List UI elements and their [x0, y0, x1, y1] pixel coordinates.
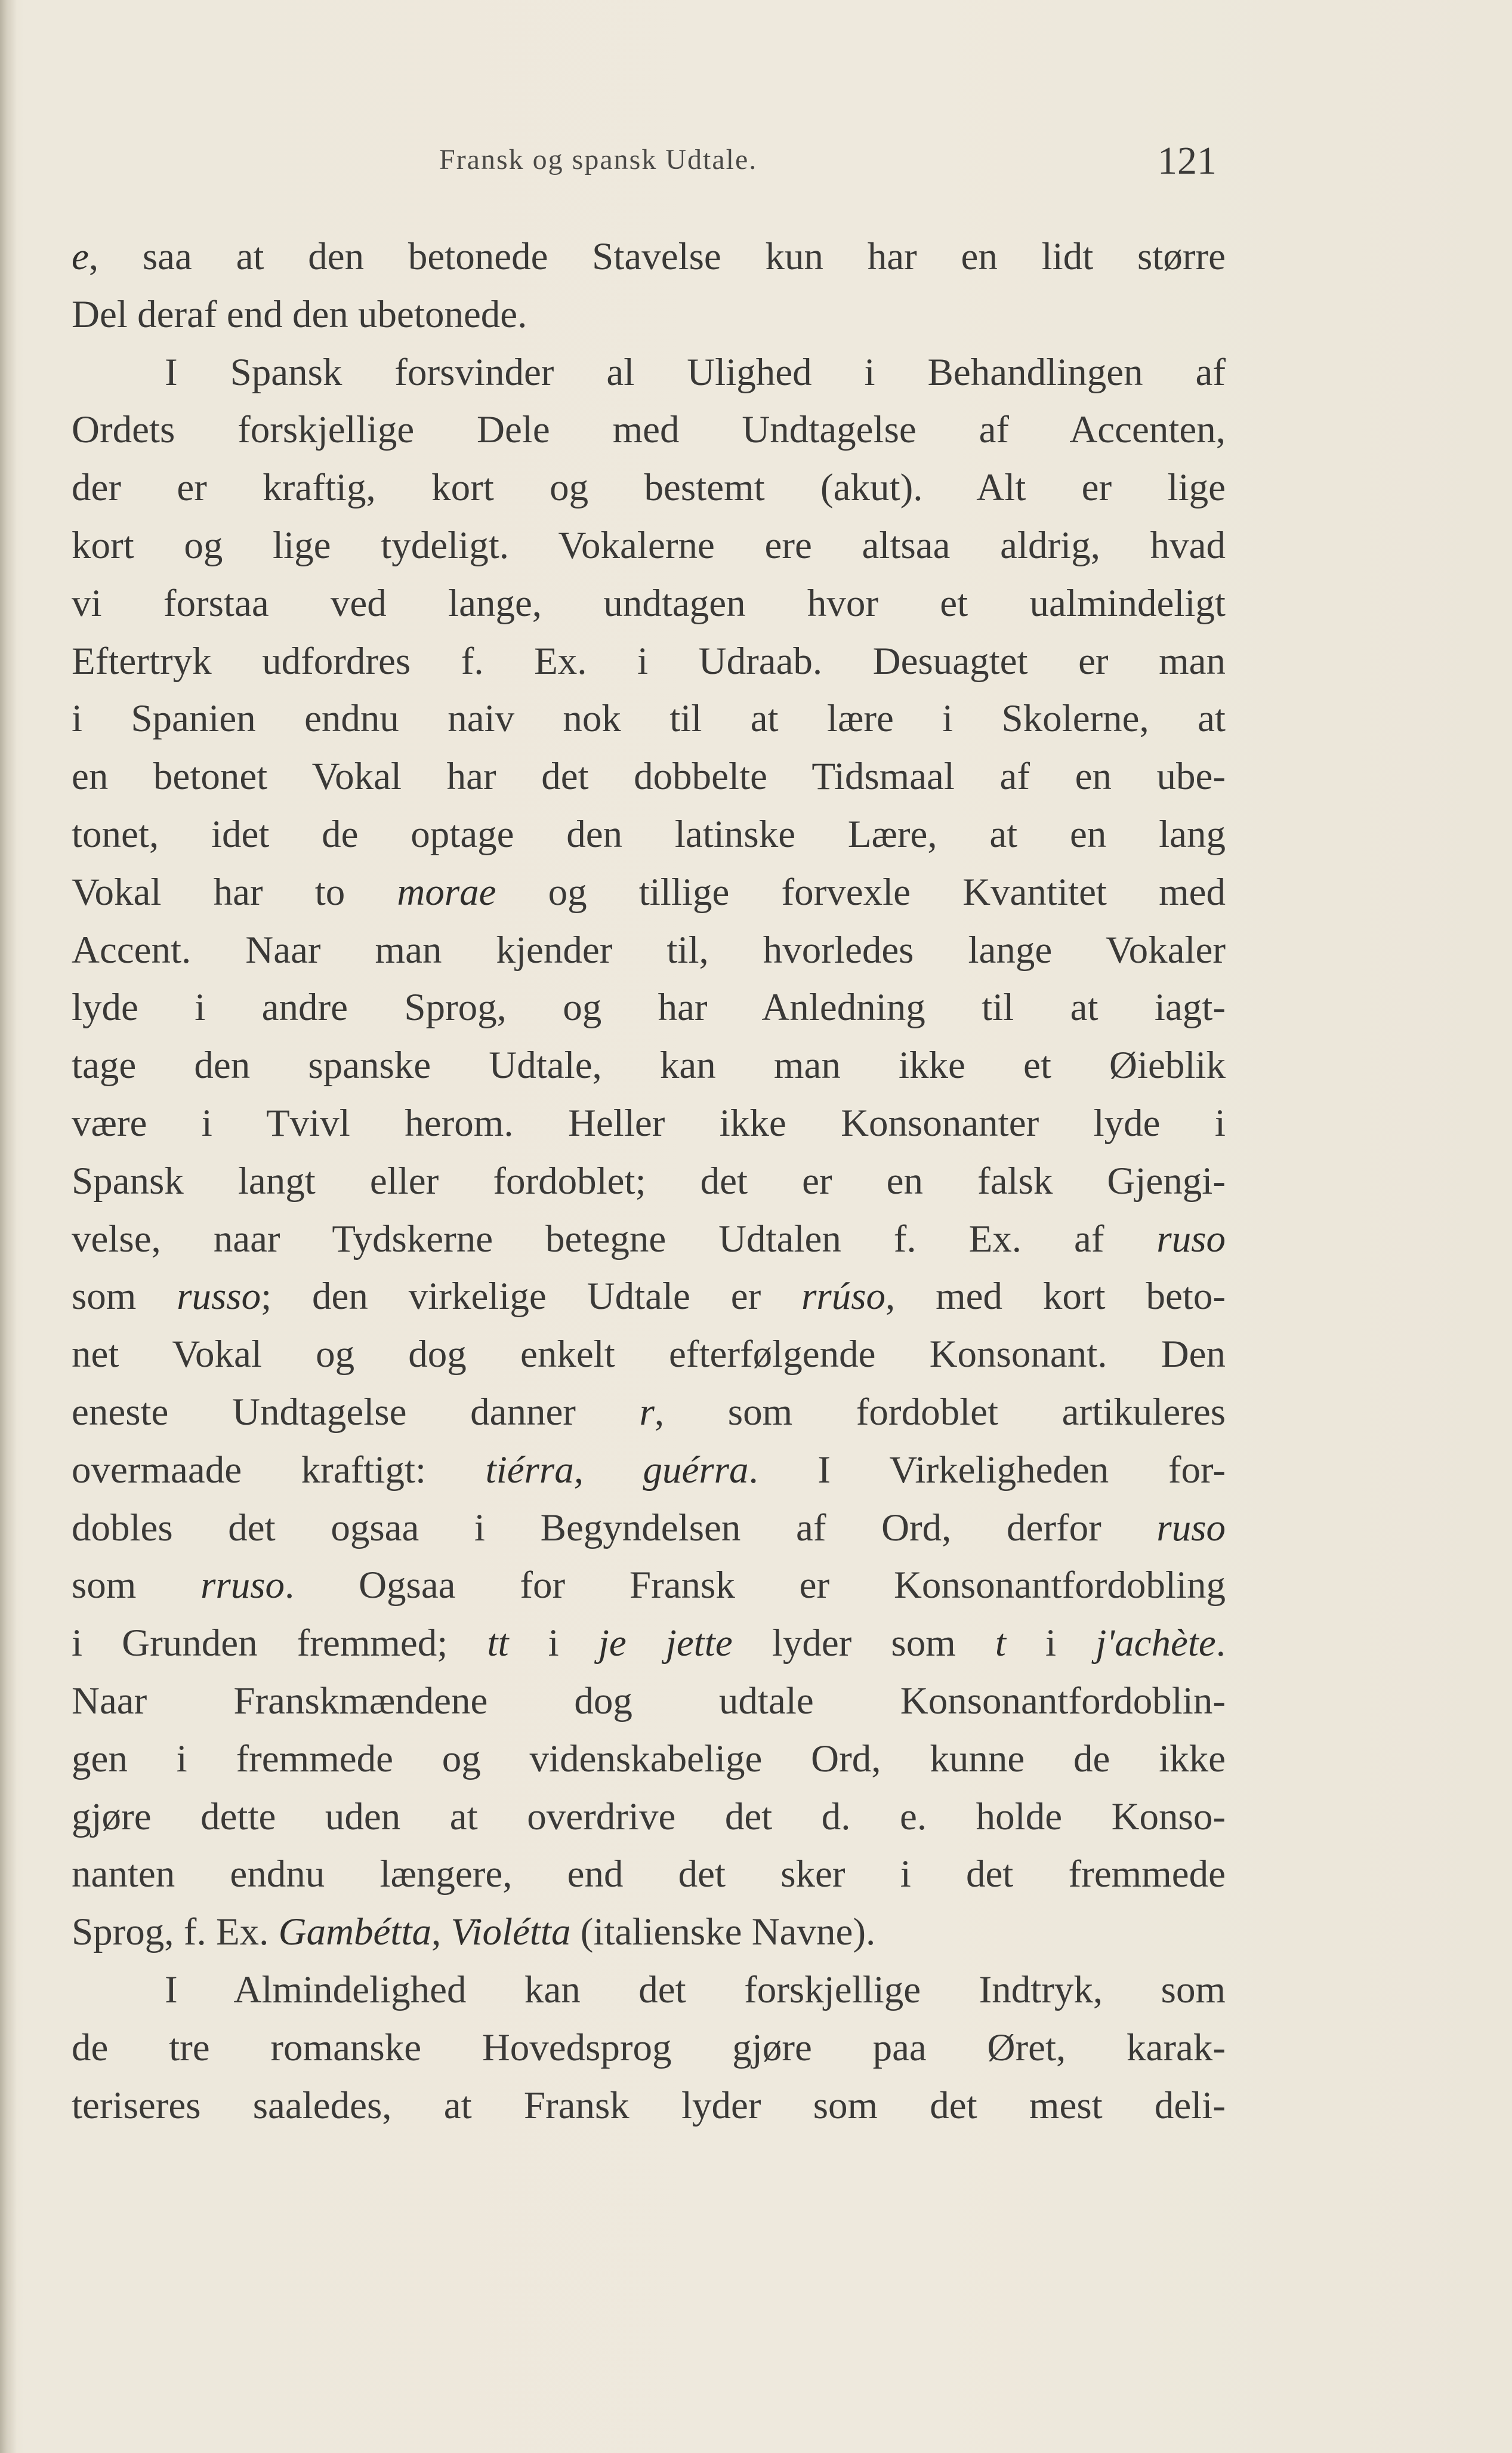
italic-word: morae — [397, 870, 496, 914]
text-run: I Spansk forsvinder al Ulighed i Behandlingen af — [165, 350, 1226, 394]
text-run: teriseres saaledes, at Fransk lyder som det mest deli- — [72, 2084, 1226, 2127]
text-line — [72, 2077, 1226, 2135]
text-run: være i Tvivl herom. Heller ikke Konsonanter lyde i — [72, 1101, 1226, 1145]
text-run: . Ogsaa for Fransk er Konsonantfordobling — [285, 1564, 1226, 1607]
text-run: , saa at den betonede Stavelse kun har en lidt større — [88, 235, 1226, 278]
italic-word: Violétta — [450, 1910, 571, 1954]
text-line — [72, 2019, 1226, 2077]
text-run: nanten endnu længere, end det sker i det fremmede — [72, 1853, 1226, 1896]
text-run: gen i fremmede og videnskabelige Ord, kunne de ikke — [72, 1737, 1226, 1780]
text-line — [72, 1788, 1226, 1846]
italic-word: e — [72, 235, 89, 278]
text-line — [72, 1210, 1226, 1268]
text-line — [72, 1268, 1226, 1326]
text-line — [72, 1037, 1226, 1095]
text-line — [72, 633, 1226, 691]
text-run: en betonet Vokal har det dobbelte Tidsmaal af en ube- — [72, 755, 1226, 799]
italic-word: Gambétta — [278, 1910, 432, 1954]
text-run: kort og lige tydeligt. Vokalerne ere altsaa aldrig, hvad — [72, 523, 1226, 567]
text-run: og tillige forvexle Kvantitet med — [496, 870, 1226, 914]
italic-word: je jette — [598, 1622, 733, 1665]
text-run: Eftertryk udfordres f. Ex. i Udraab. Desuagtet er man — [72, 639, 1226, 683]
text-run: tonet, idet de optage den latinske Lære, at en lang — [72, 812, 1226, 856]
text-run: Naar Franskmændene dog udtale Konsonantfordoblin- — [72, 1679, 1226, 1722]
text-run: der er kraftig, kort og bestemt (akut). Alt er lige — [72, 466, 1226, 510]
text-run: Accent. Naar man kjender til, hvorledes lange Vokaler — [72, 928, 1226, 972]
text-run: net Vokal og dog enkelt efterfølgende Konsonant. Den — [72, 1333, 1226, 1376]
text-run: lyde i andre Sprog, og har Anledning til at iagt- — [72, 986, 1226, 1030]
italic-word: r — [639, 1390, 655, 1434]
body-text — [72, 228, 1226, 2134]
text-line — [72, 1383, 1226, 1441]
text-line — [72, 228, 1226, 286]
text-run: , — [431, 1910, 451, 1954]
italic-word: rruso — [200, 1564, 285, 1607]
text-line — [72, 344, 1226, 402]
text-run: lyder som — [732, 1622, 995, 1665]
text-run: . I Virkeligheden for- — [748, 1448, 1226, 1491]
text-run: eneste Undtagelse danner — [72, 1390, 640, 1434]
text-run: gjøre dette uden at overdrive det d. e. holde Konso- — [72, 1795, 1226, 1838]
text-line — [72, 1672, 1226, 1730]
running-head: Fransk og spansk Udtale. — [439, 144, 758, 175]
text-line — [72, 864, 1226, 922]
text-line — [72, 459, 1226, 517]
text-run: Ordets forskjellige Dele med Undtagelse af Accenten, — [72, 408, 1226, 452]
text-run: vi forstaa ved lange, undtagen hvor et ualmindeligt — [72, 581, 1226, 625]
text-line — [72, 1614, 1226, 1672]
italic-word: ruso — [1156, 1506, 1226, 1549]
text-line — [72, 1961, 1226, 2019]
text-run: Vokal har to — [72, 870, 397, 914]
text-line — [72, 575, 1226, 633]
italic-word: t — [995, 1622, 1006, 1665]
text-line — [72, 401, 1226, 459]
italic-word: russo — [177, 1275, 261, 1318]
binding-shadow — [0, 0, 17, 2453]
page-header — [0, 138, 1512, 192]
text-line — [72, 286, 1226, 344]
text-run: I Almindelighed kan det forskjellige Indtryk, som — [165, 1968, 1226, 2011]
text-line — [72, 1152, 1226, 1210]
text-run: (italienske Navne). — [570, 1910, 876, 1954]
text-line — [72, 922, 1226, 979]
text-run: overmaade kraftigt: — [72, 1448, 486, 1491]
text-run: , som fordoblet artikuleres — [654, 1390, 1226, 1434]
text-run: Sprog, f. Ex. — [72, 1910, 279, 1954]
italic-word: ruso — [1156, 1217, 1226, 1261]
text-line — [72, 1730, 1226, 1788]
text-line — [72, 1557, 1226, 1614]
text-line — [72, 1441, 1226, 1499]
text-run: , med kort beto- — [885, 1275, 1226, 1318]
text-run: som — [72, 1275, 177, 1318]
text-run: dobles det ogsaa i Begyndelsen af Ord, derfor — [72, 1506, 1157, 1549]
italic-word: j'achète — [1096, 1622, 1216, 1665]
text-line — [72, 1499, 1226, 1557]
text-line — [72, 1903, 1226, 1961]
text-run: Del deraf end den ubetonede. — [72, 292, 527, 336]
text-line — [72, 1845, 1226, 1903]
text-run: i — [1005, 1622, 1096, 1665]
text-run: tage den spanske Udtale, kan man ikke et Øieblik — [72, 1044, 1226, 1087]
text-run: Spansk langt eller fordoblet; det er en falsk Gjengi- — [72, 1159, 1226, 1203]
text-run: som — [72, 1564, 201, 1607]
text-run: . — [1215, 1622, 1226, 1665]
text-run: i Grunden fremmed; — [72, 1622, 487, 1665]
text-line — [72, 690, 1226, 748]
text-line — [72, 1326, 1226, 1383]
text-line — [72, 806, 1226, 864]
text-run: i Spanien endnu naiv nok til at lære i Skolerne, at — [72, 697, 1226, 741]
text-line — [72, 1095, 1226, 1152]
text-run: velse, naar Tydskerne betegne Udtalen f. Ex. af — [72, 1217, 1157, 1261]
text-run: ; den virkelige Udtale er — [261, 1275, 802, 1318]
italic-word: rrúso — [801, 1275, 885, 1318]
italic-word: tt — [487, 1622, 509, 1665]
text-line — [72, 979, 1226, 1037]
italic-word: tiérra, guérra — [485, 1448, 749, 1491]
text-run: de tre romanske Hovedsprog gjøre paa Øret, karak- — [72, 2026, 1226, 2069]
text-line — [72, 517, 1226, 575]
text-run: i — [508, 1622, 598, 1665]
text-line — [72, 748, 1226, 806]
page-number: 121 — [1158, 139, 1217, 183]
